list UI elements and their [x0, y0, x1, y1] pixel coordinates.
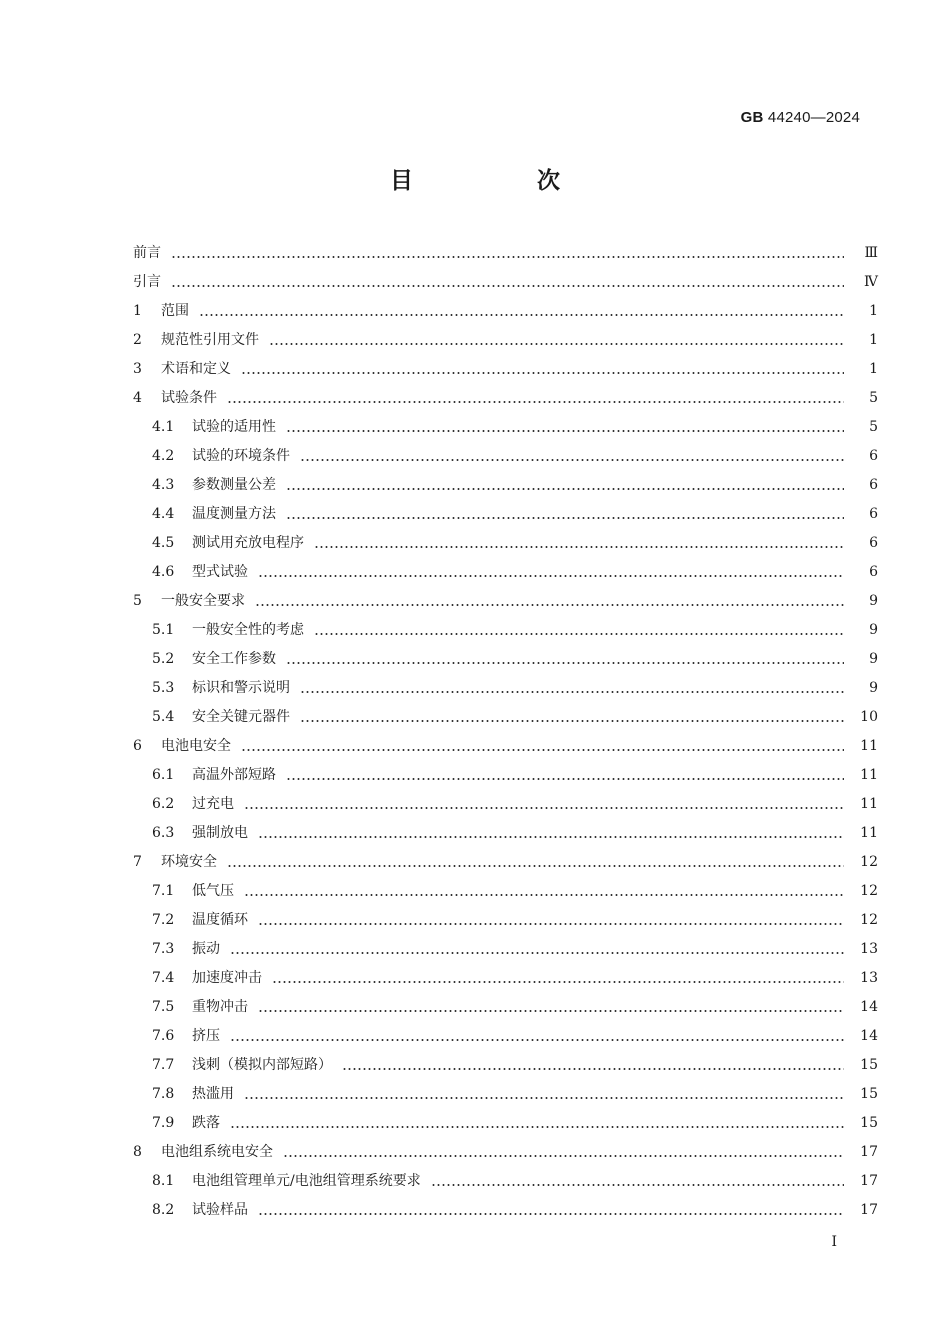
- toc-entry-page: 11: [860, 796, 878, 812]
- toc-entry-number: 6: [133, 738, 142, 754]
- toc-entry-number: 7.3: [152, 941, 175, 957]
- toc-entry[interactable]: [133, 500, 878, 529]
- toc-entry-page: 12: [860, 912, 878, 928]
- toc-dot-leader: [283, 1144, 844, 1158]
- toc-entry-label: 电池组管理单元/电池组管理系统要求: [192, 1173, 421, 1189]
- toc-dot-leader: [244, 883, 844, 897]
- toc-entry-page: 9: [869, 593, 878, 609]
- toc-entry-label: 试验的环境条件: [192, 448, 290, 464]
- toc-entry-page: 13: [860, 941, 878, 957]
- toc-entry[interactable]: [133, 297, 878, 326]
- toc-entry-number: 7.8: [152, 1086, 175, 1102]
- toc-entry-label: 低气压: [192, 883, 234, 899]
- toc-entry[interactable]: [133, 993, 878, 1022]
- toc-entry-number: 5: [133, 593, 142, 609]
- toc-entry-label: 强制放电: [192, 825, 248, 841]
- toc-entry[interactable]: [133, 732, 878, 761]
- toc-entry[interactable]: [133, 674, 878, 703]
- toc-entry-label: 高温外部短路: [192, 767, 276, 783]
- toc-dot-leader: [314, 622, 844, 636]
- toc-dot-leader: [272, 970, 844, 984]
- toc-entry-page: 17: [860, 1202, 878, 1218]
- toc-dot-leader: [286, 651, 844, 665]
- toc-entry-label: 温度循环: [192, 912, 248, 928]
- toc-entry-label: 电池电安全: [161, 738, 231, 754]
- toc-entry-page: 1: [869, 361, 878, 377]
- toc-entry-page: 6: [869, 448, 878, 464]
- toc-entry-number: 7.1: [152, 883, 175, 899]
- toc-entry-label: 跌落: [192, 1115, 220, 1131]
- toc-entry-page: 11: [860, 738, 878, 754]
- toc-entry-label: 热滥用: [192, 1086, 234, 1102]
- toc-entry[interactable]: [133, 587, 878, 616]
- standard-code-number: 44240—2024: [767, 109, 860, 126]
- toc-entry-page: 17: [860, 1144, 878, 1160]
- toc-entry-page: 1: [869, 303, 878, 319]
- toc-dot-leader: [230, 1115, 844, 1129]
- toc-entry-page: 15: [860, 1057, 878, 1073]
- toc-entry-number: 4.6: [152, 564, 175, 580]
- toc-entry-label: 浅刺（模拟内部短路）: [192, 1057, 332, 1073]
- toc-entry[interactable]: [133, 1138, 878, 1167]
- standard-code: [741, 109, 860, 126]
- toc-entry-number: 8.2: [152, 1202, 175, 1218]
- toc-dot-leader: [244, 796, 844, 810]
- toc-dot-leader: [171, 245, 844, 259]
- toc-dot-leader: [342, 1057, 844, 1071]
- toc-entry-page: Ⅲ: [864, 245, 878, 261]
- toc-entry-page: 15: [860, 1115, 878, 1131]
- toc-entry-number: 2: [133, 332, 142, 348]
- toc-entry-number: 1: [133, 303, 142, 319]
- toc-entry-label: 温度测量方法: [192, 506, 276, 522]
- toc-entry-page: 15: [860, 1086, 878, 1102]
- toc-entry-label: 环境安全: [161, 854, 217, 870]
- toc-dot-leader: [255, 593, 844, 607]
- toc-entry-label: 范围: [161, 303, 189, 319]
- toc-dot-leader: [286, 419, 844, 433]
- toc-entry[interactable]: [133, 848, 878, 877]
- toc-entry-label: 试验条件: [161, 390, 217, 406]
- toc-dot-leader: [286, 477, 844, 491]
- page-title: 目 次: [389, 168, 618, 194]
- toc-entry-page: 12: [860, 854, 878, 870]
- toc-dot-leader: [171, 274, 844, 288]
- toc-dot-leader: [230, 1028, 844, 1042]
- toc-entry-number: 8: [133, 1144, 142, 1160]
- toc-entry-page: 6: [869, 506, 878, 522]
- toc-entry-label: 引言: [133, 274, 161, 290]
- toc-entry-label: 电池组系统电安全: [161, 1144, 273, 1160]
- toc-entry[interactable]: [133, 529, 878, 558]
- toc-entry-number: 4.1: [152, 419, 175, 435]
- table-of-contents: [133, 239, 878, 1225]
- toc-entry-number: 7.6: [152, 1028, 175, 1044]
- toc-entry-label: 规范性引用文件: [161, 332, 259, 348]
- toc-entry[interactable]: [133, 413, 878, 442]
- toc-entry[interactable]: [133, 877, 878, 906]
- toc-entry[interactable]: [133, 268, 878, 297]
- toc-entry[interactable]: [133, 442, 878, 471]
- toc-entry-label: 安全关键元器件: [192, 709, 290, 725]
- toc-entry[interactable]: [133, 384, 878, 413]
- toc-entry-page: 17: [860, 1173, 878, 1189]
- toc-entry[interactable]: [133, 1080, 878, 1109]
- toc-entry-page: 14: [860, 1028, 878, 1044]
- toc-entry[interactable]: [133, 790, 878, 819]
- toc-entry-page: 5: [869, 419, 878, 435]
- toc-entry-page: 6: [869, 564, 878, 580]
- toc-entry-number: 4: [133, 390, 142, 406]
- toc-entry-label: 参数测量公差: [192, 477, 276, 493]
- toc-entry-label: 一般安全性的考虑: [192, 622, 304, 638]
- toc-dot-leader: [300, 680, 844, 694]
- toc-entry-label: 术语和定义: [161, 361, 231, 377]
- toc-entry-page: 10: [860, 709, 878, 725]
- toc-entry-page: 6: [869, 535, 878, 551]
- toc-entry-page: 9: [869, 651, 878, 667]
- toc-entry-number: 4.3: [152, 477, 175, 493]
- toc-entry-number: 5.1: [152, 622, 175, 638]
- toc-entry[interactable]: [133, 1051, 878, 1080]
- toc-entry-number: 4.4: [152, 506, 175, 522]
- toc-entry-label: 测试用充放电程序: [192, 535, 304, 551]
- toc-entry-label: 振动: [192, 941, 220, 957]
- toc-entry[interactable]: [133, 1022, 878, 1051]
- toc-entry-number: 7.5: [152, 999, 175, 1015]
- toc-entry-number: 6.1: [152, 767, 175, 783]
- toc-dot-leader: [241, 361, 844, 375]
- toc-entry-number: 7.9: [152, 1115, 175, 1131]
- toc-dot-leader: [258, 912, 844, 926]
- toc-entry-page: 11: [860, 767, 878, 783]
- toc-dot-leader: [269, 332, 844, 346]
- toc-entry-number: 4.5: [152, 535, 175, 551]
- toc-entry[interactable]: [133, 703, 878, 732]
- toc-dot-leader: [244, 1086, 844, 1100]
- toc-entry[interactable]: [133, 558, 878, 587]
- toc-entry-page: 1: [869, 332, 878, 348]
- toc-entry-page: Ⅳ: [864, 274, 878, 290]
- toc-entry-number: 5.4: [152, 709, 175, 725]
- toc-entry-number: 6.3: [152, 825, 175, 841]
- toc-entry-label: 标识和警示说明: [192, 680, 290, 696]
- toc-entry-number: 7.4: [152, 970, 175, 986]
- toc-entry-number: 5.2: [152, 651, 175, 667]
- toc-entry-page: 13: [860, 970, 878, 986]
- toc-entry-label: 型式试验: [192, 564, 248, 580]
- toc-entry-number: 5.3: [152, 680, 175, 696]
- toc-dot-leader: [286, 767, 844, 781]
- toc-entry-page: 9: [869, 680, 878, 696]
- toc-entry-number: 4.2: [152, 448, 175, 464]
- toc-dot-leader: [300, 448, 844, 462]
- toc-entry-label: 前言: [133, 245, 161, 261]
- toc-entry-page: 6: [869, 477, 878, 493]
- toc-dot-leader: [258, 564, 844, 578]
- toc-entry-number: 3: [133, 361, 142, 377]
- toc-entry-label: 一般安全要求: [161, 593, 245, 609]
- toc-dot-leader: [300, 709, 844, 723]
- toc-dot-leader: [199, 303, 844, 317]
- toc-entry-number: 8.1: [152, 1173, 175, 1189]
- toc-entry[interactable]: [133, 935, 878, 964]
- toc-entry[interactable]: [133, 1109, 878, 1138]
- toc-entry-page: 5: [869, 390, 878, 406]
- toc-entry[interactable]: [133, 239, 878, 268]
- toc-entry-label: 试验的适用性: [192, 419, 276, 435]
- toc-dot-leader: [286, 506, 844, 520]
- standard-code-prefix: GB: [740, 109, 764, 126]
- toc-entry[interactable]: [133, 355, 878, 384]
- toc-entry[interactable]: [133, 1196, 878, 1225]
- toc-entry-number: 7.2: [152, 912, 175, 928]
- toc-entry-label: 安全工作参数: [192, 651, 276, 667]
- toc-entry-page: 12: [860, 883, 878, 899]
- toc-entry[interactable]: [133, 906, 878, 935]
- toc-entry-label: 过充电: [192, 796, 234, 812]
- toc-entry-page: 11: [860, 825, 878, 841]
- toc-entry[interactable]: [133, 326, 878, 355]
- toc-entry-page: 9: [869, 622, 878, 638]
- toc-dot-leader: [258, 825, 844, 839]
- page-number: Ⅰ: [831, 1234, 837, 1250]
- toc-dot-leader: [227, 390, 844, 404]
- toc-dot-leader: [314, 535, 844, 549]
- toc-dot-leader: [227, 854, 844, 868]
- toc-dot-leader: [431, 1173, 844, 1187]
- toc-entry[interactable]: [133, 819, 878, 848]
- toc-entry[interactable]: [133, 616, 878, 645]
- toc-entry-label: 试验样品: [192, 1202, 248, 1218]
- toc-entry[interactable]: [133, 964, 878, 993]
- toc-entry[interactable]: [133, 471, 878, 500]
- toc-entry-page: 14: [860, 999, 878, 1015]
- toc-dot-leader: [241, 738, 844, 752]
- toc-entry[interactable]: [133, 1167, 878, 1196]
- toc-entry[interactable]: [133, 761, 878, 790]
- toc-dot-leader: [258, 1202, 844, 1216]
- toc-entry-label: 挤压: [192, 1028, 220, 1044]
- toc-entry-number: 7.7: [152, 1057, 175, 1073]
- toc-dot-leader: [230, 941, 844, 955]
- toc-entry-label: 加速度冲击: [192, 970, 262, 986]
- toc-entry[interactable]: [133, 645, 878, 674]
- toc-entry-number: 6.2: [152, 796, 175, 812]
- toc-dot-leader: [258, 999, 844, 1013]
- toc-entry-number: 7: [133, 854, 142, 870]
- toc-entry-label: 重物冲击: [192, 999, 248, 1015]
